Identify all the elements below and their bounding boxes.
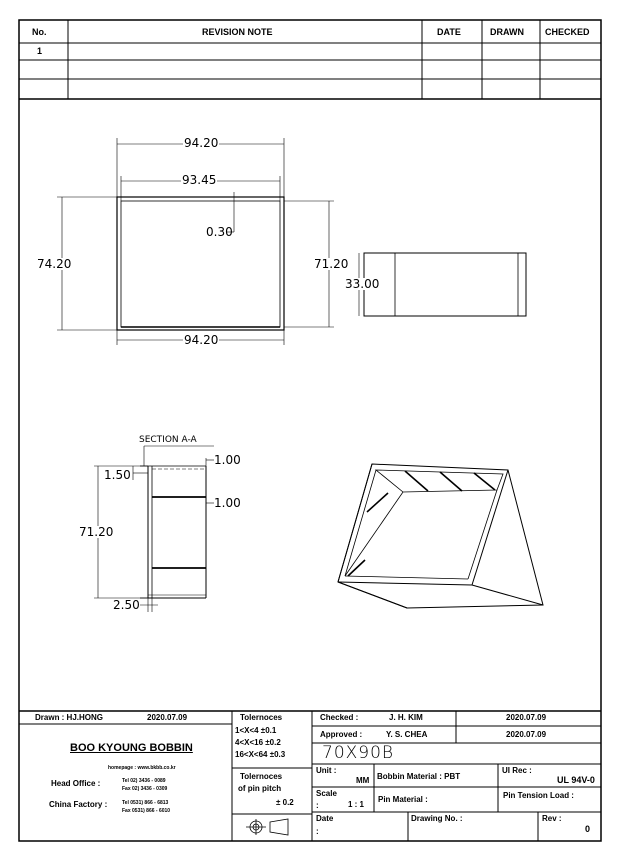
top-view-outline [117,197,284,330]
checked-by: J. H. KIM [389,713,423,722]
revision-header-drawn: DRAWN [490,27,524,37]
tolerance-row-2: 4<X<16 ±0.2 [235,738,281,747]
drawn-date: 2020.07.09 [147,713,188,722]
scale-value: 1 : 1 [348,800,365,809]
unit-value: MM [356,776,370,785]
head-office-label: Head Office : [51,779,101,788]
rev-value: 0 [585,824,591,834]
part-name: 70X90B [322,743,395,763]
unit-label: Unit : [316,766,337,775]
dim-wall-thickness: 0.30 [206,225,233,239]
revision-row-number: 1 [37,46,43,56]
company-homepage: homepage : www.bkbb.co.kr [108,765,176,771]
dim-outer-width-top: 94.20 [184,136,219,150]
revision-header-checked: CHECKED [545,27,590,37]
china-factory-fax: Fax 0531) 866 - 6010 [122,808,171,814]
tolerance-row-1: 1<X<4 ±0.1 [235,726,277,735]
side-view-outline [364,253,526,316]
section-view-outline [140,466,206,598]
approved-date: 2020.07.09 [506,730,547,739]
head-office-tel: Tel 02) 3436 - 0089 [122,778,166,784]
dim-outer-height: 74.20 [37,257,72,271]
approved-label: Approved : [320,730,363,739]
revision-header-date: DATE [437,27,461,37]
section-title: SECTION A-A [139,435,197,445]
dim-outer-width-bottom: 94.20 [184,333,219,347]
scale-colon: : [316,801,319,810]
china-factory-tel: Tel 0531) 866 - 6813 [122,800,169,806]
dim-section-rib: 1.00 [214,496,241,510]
dim-section-flange: 1.50 [104,468,131,482]
dim-inner-height: 71.20 [314,257,349,271]
pin-tension-load: Pin Tension Load : [503,791,574,800]
ul-rec-label: UI Rec : [502,766,532,775]
top-view-dimension-lines [57,138,334,345]
pin-tolerance-subtitle: of pin pitch [238,784,282,793]
drawing-number-label: Drawing No. : [411,814,463,823]
pin-tolerance-title: Tolernoces [240,772,283,781]
scale-label: Scale [316,789,337,798]
checked-date: 2020.07.09 [506,713,547,722]
pin-tolerance-value: ± 0.2 [276,798,294,807]
dim-section-base: 2.50 [113,598,140,612]
drawn-by: Drawn : HJ.HONG [35,713,104,722]
bobbin-material: Bobbin Material : PBT [377,772,461,781]
tolerance-row-3: 16<X<64 ±0.3 [235,750,286,759]
revision-header-no: No. [32,27,47,37]
ul-rec-value: UL 94V-0 [557,775,595,785]
projection-symbol-icon [246,819,288,835]
dim-section-top: 1.00 [214,453,241,467]
head-office-fax: Fax 02) 3436 - 0309 [122,786,168,792]
rev-label: Rev : [542,814,562,823]
approved-by: Y. S. CHEA [386,730,428,739]
dim-side-height: 33.00 [345,277,380,291]
dim-inner-width: 93.45 [182,173,217,187]
china-factory-label: China Factory : [49,800,108,809]
company-name: BOO KYOUNG BOBBIN [70,742,193,754]
tolerances-title: Tolernoces [240,713,283,722]
date-label: Date [316,814,334,823]
checked-label: Checked : [320,713,359,722]
pin-material: Pin Material : [378,795,428,804]
isometric-view [338,464,543,608]
dim-section-height: 71.20 [79,525,114,539]
revision-header-note: REVISION NOTE [202,27,273,37]
date-colon: : [316,827,319,836]
